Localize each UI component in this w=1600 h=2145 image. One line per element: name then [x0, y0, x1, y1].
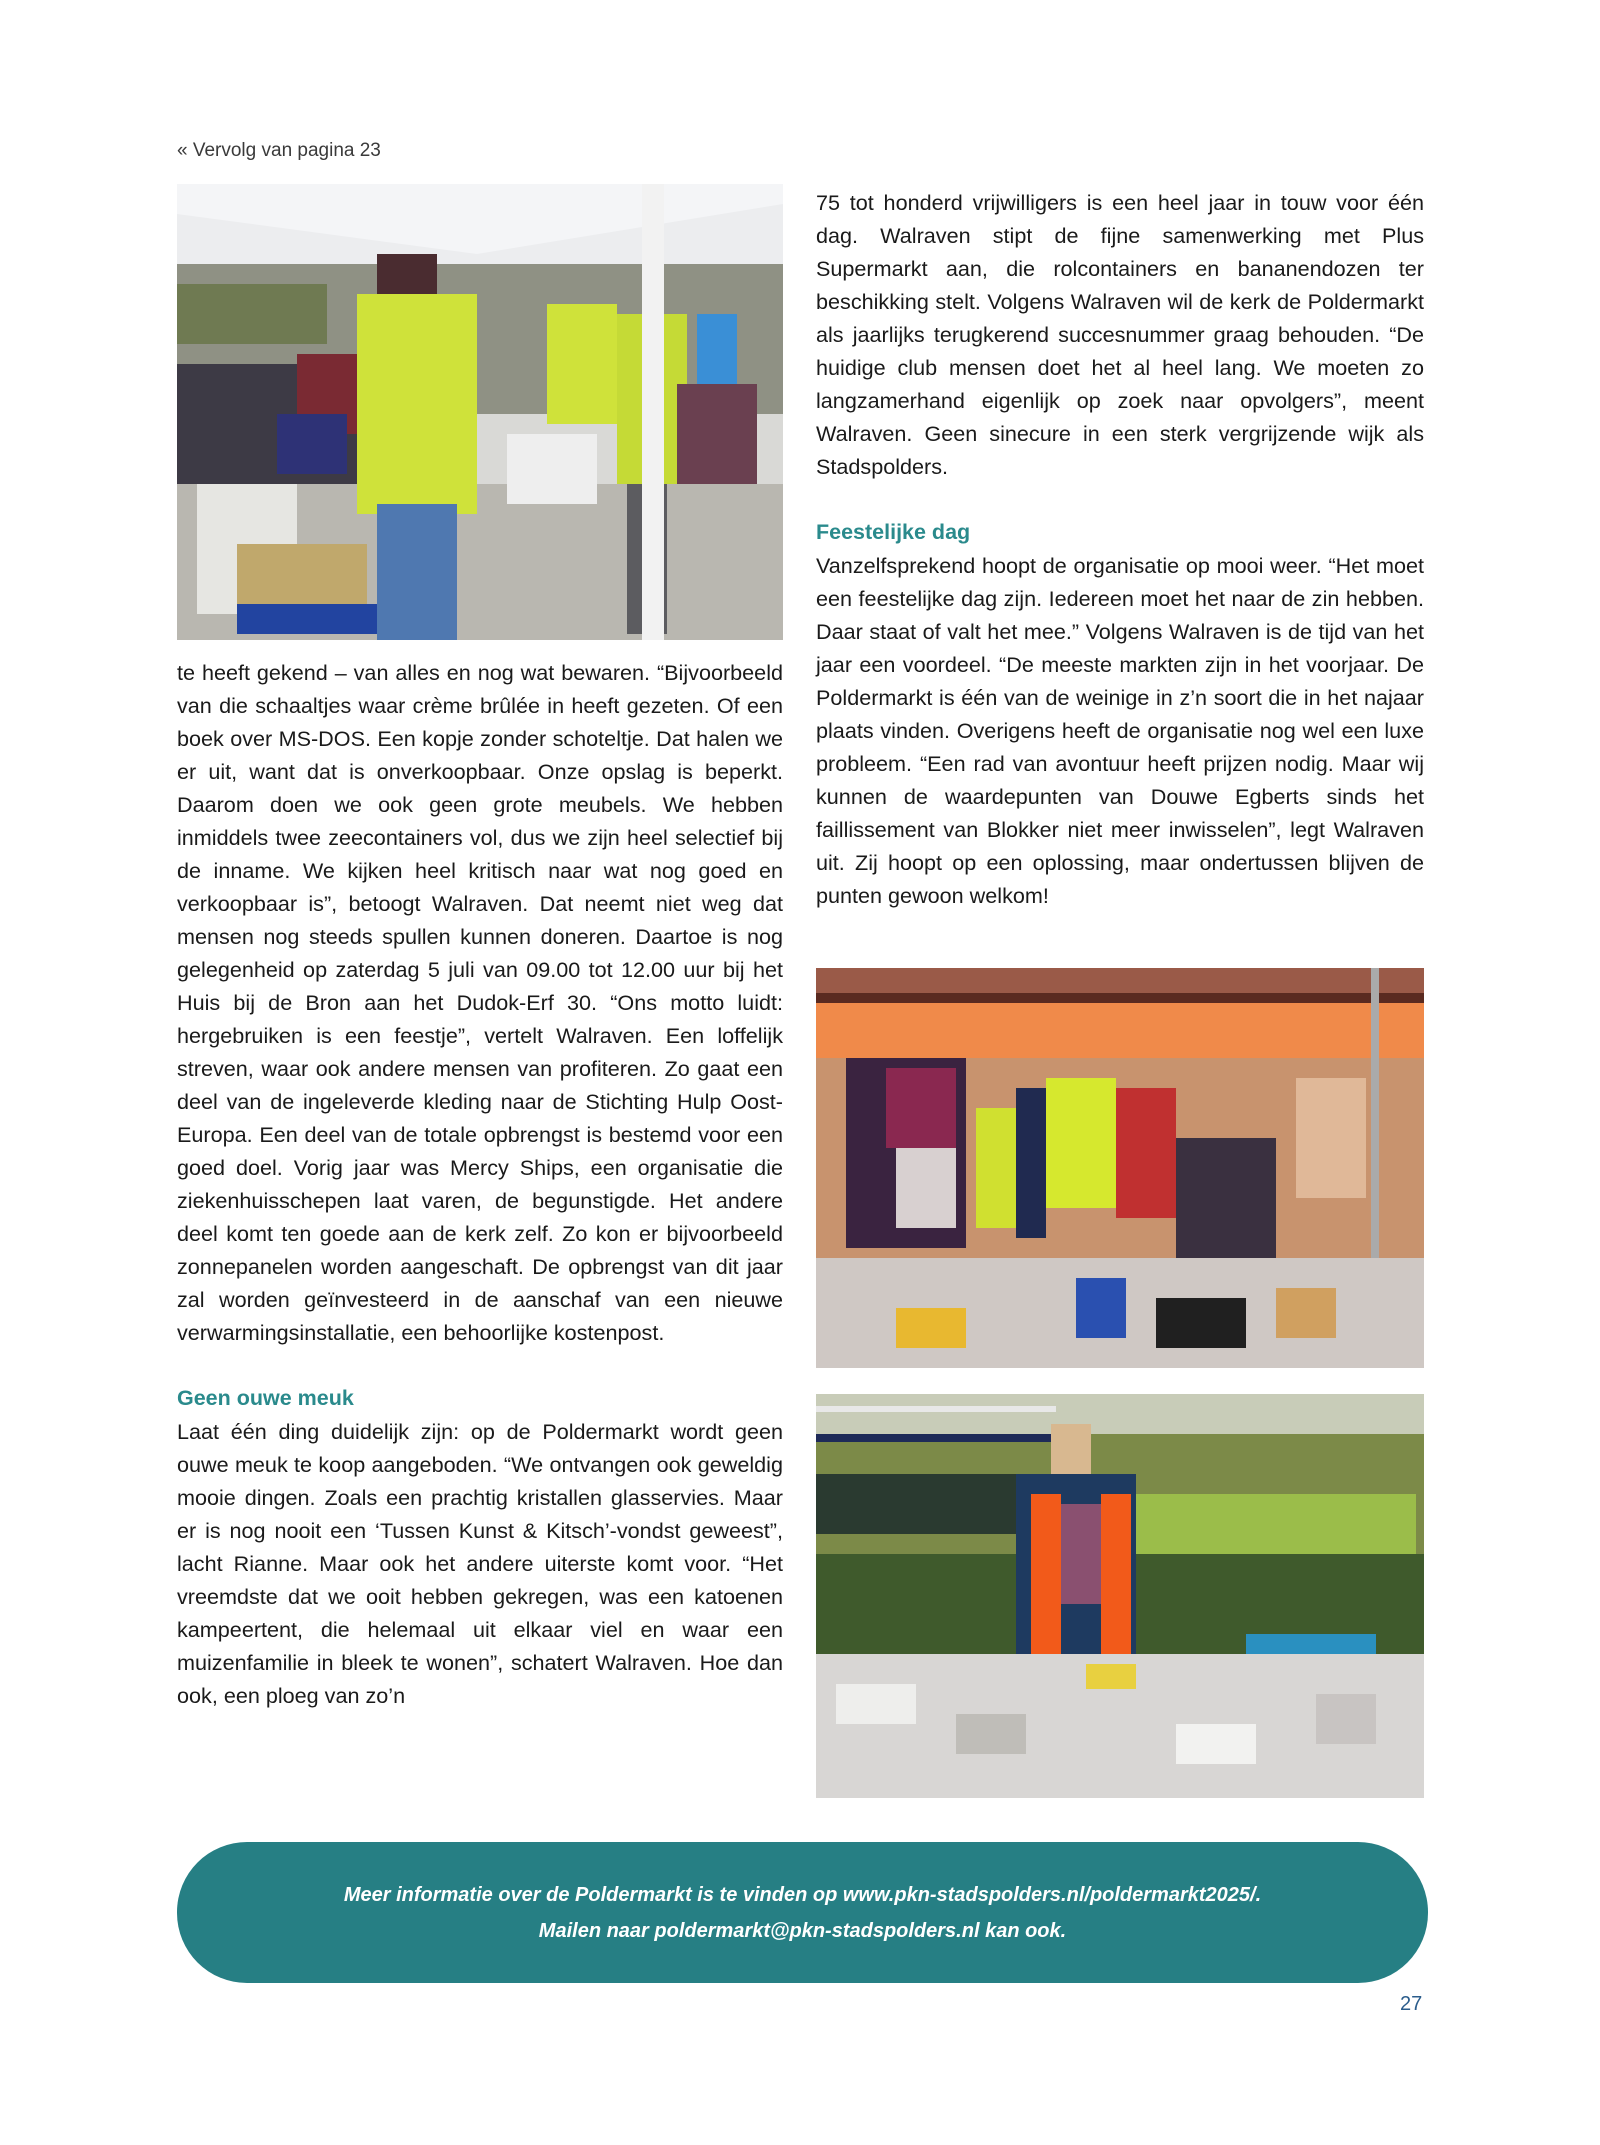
left-section-paragraph: Laat één ding duidelijk zijn: op de Poldermarkt wordt geen ouwe meuk te koop aangeboden. “We ontvangen ook geweldig mooie dingen. Zoals een prachtig kristallen glasservies. Maar er is nog nooit een ‘Tussen Kunst & Kitsch’-vondst geweest”, lacht Rianne. Maar ook het andere uiterste komt voor. “Het vreemdste dat we ooit hebben gekregen, was een katoenen kampeertent, die helemaal uit elkaar viel en waar een muizenfamilie in bleek te wonen”, schatert Walraven. Hoe dan ook, een ploeg van zo’n — [177, 1419, 783, 1708]
photo-volunteers-tent — [177, 184, 783, 640]
right-intro-paragraph: 75 tot honderd vrijwilligers is een heel jaar in touw voor één dag. Walraven stipt de fijne samenwerking met Plus Supermarkt aan, die rolcontainers en bananendozen ter beschikking stelt. Volgens Walraven wil de kerk de Poldermarkt als jaarlijks terugkerend succesnummer graag behouden. “De huidige club mensen doet het al heel lang. We moeten zo langzamerhand eigenlijk op zoek naar opvolgers”, meent Walraven. Geen sinecure in een sterk vergrijzende wijk als Stadspolders. — [816, 190, 1424, 479]
page-number: 27 — [1400, 1993, 1423, 2015]
more-info-callout — [177, 1842, 1428, 1983]
section-heading-geen-ouwe-meuk: Geen ouwe meuk — [177, 1386, 354, 1410]
photo-crockery-stall — [816, 1394, 1424, 1798]
left-intro-paragraph: te heeft gekend – van alles en nog wat bewaren. “Bijvoorbeeld van die schaaltjes waar crème brûlée in heeft gezeten. Of een boek over MS-DOS. Een kopje zonder schoteltje. Dat halen we er uit, want dat is onverkoopbaar. Onze opslag is beperkt. Daarom doen we ook geen grote meubels. We hebben inmiddels twee zeecontainers vol, dus we zijn heel selectief bij de inname. We kijken heel kritisch naar wat nog goed en verkoopbaar is”, betoogt Walraven. Dat neemt niet weg dat mensen nog steeds spullen kunnen doneren. Daartoe is nog gelegenheid op zaterdag 5 juli van 09.00 tot 12.00 uur bij het Huis bij de Bron aan het Dudok-Erf 30. “Ons motto luidt: hergebruiken is een feestje”, vertelt Walraven. Een loffelijk streven, waar ook andere mensen van profiteren. Zo gaat een deel van de ingeleverde kleding naar de Stichting Hulp Oost-Europa. Een deel van de totale opbrengst is bestemd voor een goed doel. Vorig jaar was Mercy Ships, een organisatie die ziekenhuisschepen laat varen, de begunstigde. Het andere deel komt ten goede aan de kerk zelf. Zo kon er bijvoorbeeld zonnepanelen worden aangeschaft. De opbrengst van dit jaar zal worden geïnvesteerd in de aanschaf van een nieuwe verwarmingsinstallatie, een behoorlijke kostenpost. — [177, 660, 783, 1345]
left-column — [177, 656, 783, 1712]
continued-from-label: « Vervolg van pagina 23 — [177, 140, 381, 161]
photo-clothing-stall — [816, 968, 1424, 1368]
right-column — [816, 186, 1424, 912]
right-section-paragraph: Vanzelfsprekend hoopt de organisatie op mooi weer. “Het moet een feestelijke dag zijn. Iedereen moet het naar de zin hebben. Daar staat of valt het mee.” Volgens Walraven is de tijd van het jaar een voordeel. “De meeste markten zijn in het voorjaar. De Poldermarkt is één van de weinige in z’n soort die in het najaar plaats vinden. Overigens heeft de organisatie nog wel een luxe probleem. “Een rad van avontuur heeft prijzen nodig. Maar wij kunnen de waardepunten van Douwe Egberts sinds het faillissement van Blokker niet meer inwisselen”, legt Walraven uit. Zij hoopt op een oplossing, maar ondertussen blijven de punten gewoon welkom! — [816, 553, 1424, 908]
more-info-email-line[interactable]: Mailen naar poldermarkt@pkn-stadspolders.nl kan ook. — [538, 1919, 1067, 1942]
more-info-website-line[interactable]: Meer informatie over de Poldermarkt is te vinden op www.pkn-stadspolders.nl/poldermarkt2025/. — [343, 1883, 1262, 1906]
section-heading-feestelijke-dag: Feestelijke dag — [816, 520, 971, 544]
